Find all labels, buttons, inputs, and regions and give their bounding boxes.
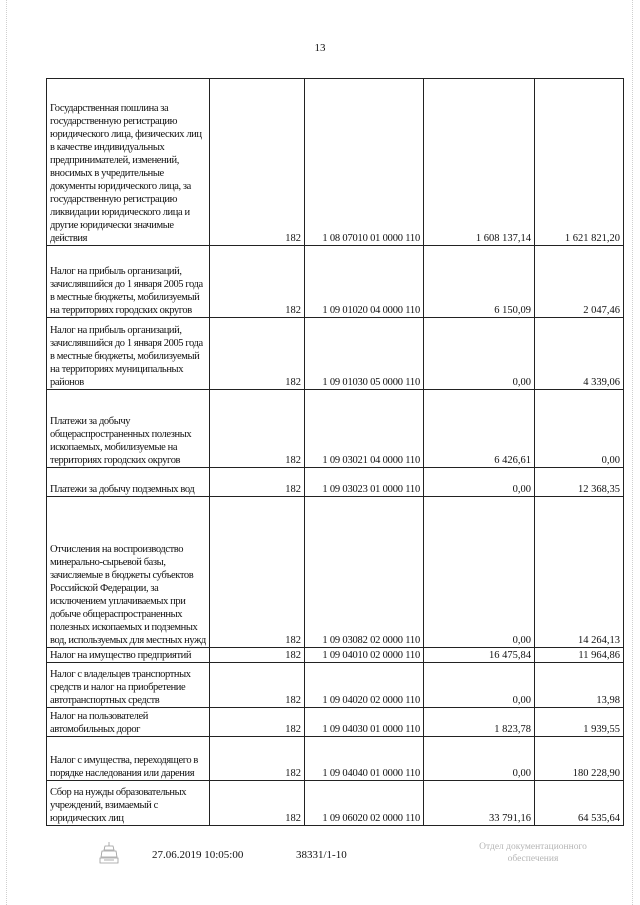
row-budget-code: 1 09 04010 02 0000 110	[305, 648, 424, 663]
table-row	[47, 648, 624, 663]
row-admin-code: 182	[210, 663, 305, 708]
row-budget-code: 1 09 04020 02 0000 110	[305, 663, 424, 708]
row-name: Налог с имущества, переходящего в порядке наследования или дарения	[47, 737, 210, 781]
row-value-1: 6 150,09	[424, 246, 535, 318]
row-value-2: 11 964,86	[535, 648, 624, 663]
right-edge-dots	[632, 0, 634, 905]
footer-date: 27.06.2019 10:05:00	[152, 849, 244, 861]
row-name: Налог на имущество предприятий	[47, 648, 210, 663]
row-budget-code: 1 09 03023 01 0000 110	[305, 468, 424, 497]
row-budget-code: 1 09 01030 05 0000 110	[305, 318, 424, 390]
table-row	[47, 663, 624, 708]
table-row	[47, 468, 624, 497]
row-value-1: 0,00	[424, 318, 535, 390]
row-budget-code: 1 09 04040 01 0000 110	[305, 737, 424, 781]
table-row	[47, 390, 624, 468]
row-name: Сбор на нужды образовательных учреждений, взимаемый с юридических лиц	[47, 781, 210, 826]
left-edge-dots	[6, 0, 8, 905]
row-name: Платежи за добычу общераспространенных полезных ископаемых, мобилизуемые на территориях городских округов	[47, 390, 210, 468]
row-admin-code: 182	[210, 390, 305, 468]
footer-doc-number: 38331/1-10	[296, 849, 347, 861]
row-name: Налог на пользователей автомобильных дорог	[47, 708, 210, 737]
row-name: Государственная пошлина за государственную регистрацию юридического лица, физических лиц в качестве индивидуальных предпринимателей, изменений, вносимых в учредительные документы юридического лица, за государственную регистрацию ликвидации юридического лица и другие юридически значимые действия	[47, 79, 210, 246]
table-row	[47, 246, 624, 318]
table-row	[47, 79, 624, 246]
row-admin-code: 182	[210, 497, 305, 648]
row-admin-code: 182	[210, 781, 305, 826]
watermark-line-1: Отдел документационного	[479, 842, 587, 852]
table-row	[47, 781, 624, 826]
table-row	[47, 708, 624, 737]
row-budget-code: 1 09 03021 04 0000 110	[305, 390, 424, 468]
row-admin-code: 182	[210, 318, 305, 390]
row-budget-code: 1 09 03082 02 0000 110	[305, 497, 424, 648]
row-budget-code: 1 08 07010 01 0000 110	[305, 79, 424, 246]
row-value-1: 16 475,84	[424, 648, 535, 663]
row-value-2: 14 264,13	[535, 497, 624, 648]
row-admin-code: 182	[210, 79, 305, 246]
row-value-1: 0,00	[424, 468, 535, 497]
row-value-2: 12 368,35	[535, 468, 624, 497]
row-name: Платежи за добычу подземных вод	[47, 468, 210, 497]
emblem-icon	[96, 840, 122, 866]
table-row	[47, 737, 624, 781]
table-row	[47, 497, 624, 648]
row-value-2: 1 621 821,20	[535, 79, 624, 246]
revenue-table	[46, 78, 624, 826]
row-name: Налог на прибыль организаций, зачислявшийся до 1 января 2005 года в местные бюджеты, мобилизуемый на территориях городских округов	[47, 246, 210, 318]
row-budget-code: 1 09 01020 04 0000 110	[305, 246, 424, 318]
row-value-2: 2 047,46	[535, 246, 624, 318]
table-row	[47, 318, 624, 390]
row-value-2: 4 339,06	[535, 318, 624, 390]
revenue-table-body	[47, 79, 624, 826]
row-name: Отчисления на воспроизводство минерально-сырьевой базы, зачисляемые в бюджеты субъектов Российской Федерации, за исключением уплачиваемых при добыче общераспространенных полезных ископаемых и подземных вод, используемых для местных нужд	[47, 497, 210, 648]
row-name: Налог на прибыль организаций, зачислявшийся до 1 января 2005 года в местные бюджеты, мобилизуемый на территориях муниципальных районов	[47, 318, 210, 390]
row-value-1: 0,00	[424, 497, 535, 648]
row-admin-code: 182	[210, 468, 305, 497]
row-budget-code: 1 09 04030 01 0000 110	[305, 708, 424, 737]
watermark-line-2: обеспечения	[507, 854, 559, 864]
row-name: Налог с владельцев транспортных средств и налог на приобретение автотранспортных средств	[47, 663, 210, 708]
row-admin-code: 182	[210, 648, 305, 663]
row-admin-code: 182	[210, 708, 305, 737]
row-value-2: 64 535,64	[535, 781, 624, 826]
row-value-2: 1 939,55	[535, 708, 624, 737]
row-value-2: 0,00	[535, 390, 624, 468]
row-value-1: 1 823,78	[424, 708, 535, 737]
row-value-1: 0,00	[424, 663, 535, 708]
row-admin-code: 182	[210, 737, 305, 781]
row-admin-code: 182	[210, 246, 305, 318]
row-value-1: 1 608 137,14	[424, 79, 535, 246]
footer-watermark	[448, 841, 618, 865]
row-value-1: 33 791,16	[424, 781, 535, 826]
row-value-2: 13,98	[535, 663, 624, 708]
row-budget-code: 1 09 06020 02 0000 110	[305, 781, 424, 826]
row-value-1: 0,00	[424, 737, 535, 781]
page-number: 13	[314, 42, 326, 54]
row-value-1: 6 426,61	[424, 390, 535, 468]
row-value-2: 180 228,90	[535, 737, 624, 781]
